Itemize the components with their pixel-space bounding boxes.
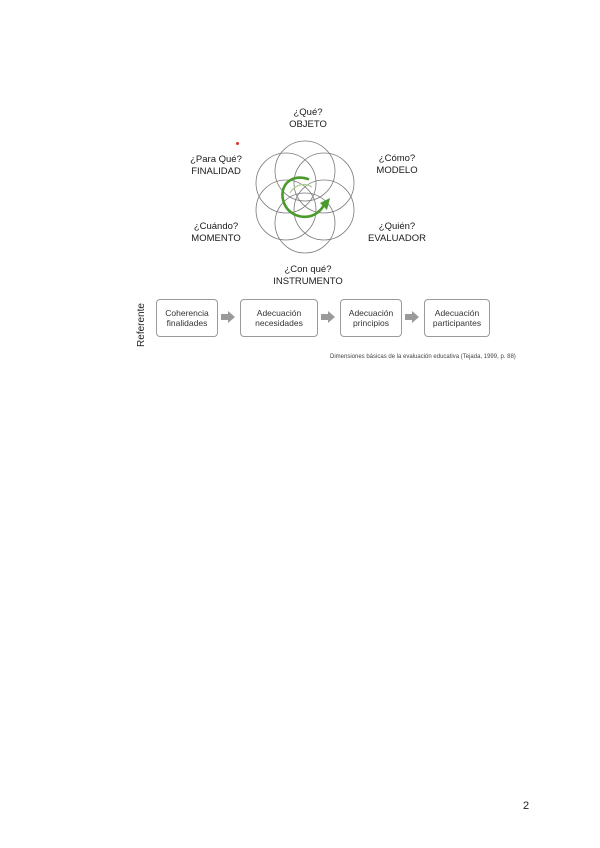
question-para-que: ¿Para Qué? [190,154,242,165]
figure-caption: Dimensiones básicas de la evaluación educativa (Tejada, 1999, p. 88) [330,354,516,360]
overlapping-circles-diagram [240,135,370,260]
label-instrumento [266,264,350,288]
flow-box-line2: participantes [432,318,482,328]
evaluation-dimensions-figure [0,0,600,400]
flow-box-coherencia [156,299,218,337]
dimension-instrumento: INSTRUMENTO [273,276,343,287]
dimension-finalidad: FINALIDAD [191,166,241,177]
flow-box-line2: necesidades [255,318,303,328]
label-evaluador [360,221,434,245]
circle-evaluador [294,180,354,240]
flow-box-necesidades [240,299,318,337]
question-cuando: ¿Cuándo? [193,221,239,232]
question-como: ¿Cómo? [378,153,416,164]
flow-box-principios [340,299,402,337]
question-con-que: ¿Con qué? [284,264,332,275]
question-que: ¿Qué? [293,107,323,118]
circle-objeto [275,141,335,201]
arrow-right-icon [321,311,335,323]
label-objeto [283,107,333,131]
referente-label: Referente [136,303,147,347]
question-quien: ¿Quién? [378,221,416,232]
circle-momento [256,180,316,240]
dimension-evaluador: EVALUADOR [368,233,426,244]
dimension-modelo: MODELO [376,165,418,176]
dimension-objeto: OBJETO [289,119,327,130]
flow-box-line1: Adecuación [256,308,302,318]
flow-box-line2: principios [353,318,389,328]
flow-box-line2: finalidades [166,318,208,328]
flow-box-participantes [424,299,490,337]
flow-box-line1: Adecuación [434,308,480,318]
page-number: 2 [523,800,530,812]
flow-box-line1: Adecuación [348,308,394,318]
flow-box-line1: Coherencia [165,308,209,318]
arrow-right-icon [405,311,419,323]
dimension-momento: MOMENTO [191,233,241,244]
label-modelo [366,153,428,177]
red-mark-icon [236,142,239,145]
arrow-right-icon [221,311,235,323]
